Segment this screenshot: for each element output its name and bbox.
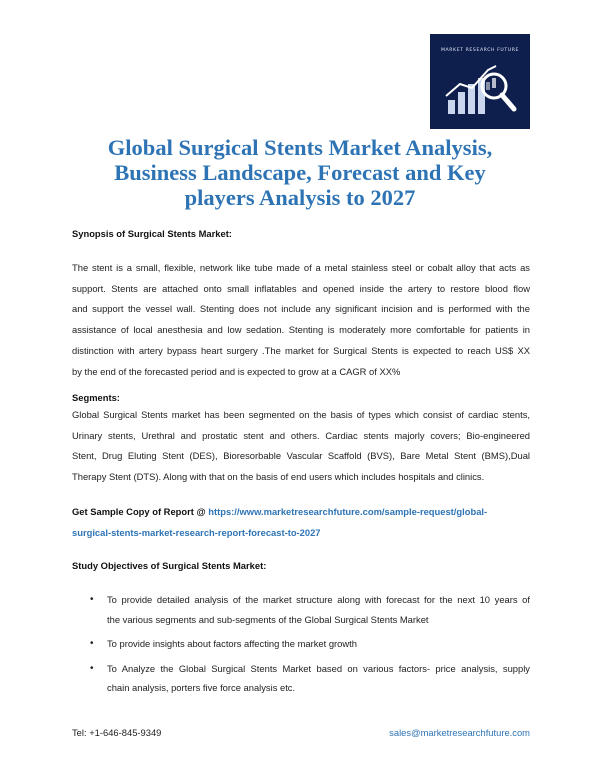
title-line-3: players Analysis to 2027	[184, 185, 416, 210]
sample-link-line-2: surgical-stents-market-research-report-forecast-to-2027	[72, 527, 321, 538]
synopsis-line: and support the vessel wall. Stenting does not include any significant incision and is performed with the	[72, 303, 530, 315]
list-item	[90, 659, 530, 698]
segments-line: Therapy Stent (DTS). Along with that on the basis of end users which includes hospitals and clinics.	[72, 471, 485, 483]
list-item	[90, 634, 530, 654]
sample-copy-line	[72, 501, 530, 543]
company-logo	[430, 34, 530, 129]
list-item	[90, 590, 530, 629]
segments-heading: Segments:	[72, 392, 120, 403]
synopsis-line: distinction with artery bypass heart surgery .The market for Surgical Stents is expected to reach US$ XX	[72, 344, 530, 356]
synopsis-line: by the end of the forecasted period and is expected to grow at a CAGR of XX%	[72, 365, 401, 377]
logo-text: MARKET RESEARCH FUTURE	[440, 48, 520, 53]
segments-paragraph	[72, 405, 530, 488]
objectives-list	[90, 590, 530, 703]
bullet-icon: •	[90, 662, 94, 674]
segments-line: Global Surgical Stents market has been segmented on the basis of types which consist of cardiac stents,	[72, 409, 530, 420]
bullet-icon: •	[90, 594, 94, 605]
objective-line: To provide detailed analysis of the market structure along with forecast for the next 10 years of	[107, 594, 530, 605]
footer-telephone: Tel: +1-646-845-9349	[72, 727, 162, 738]
title-line-2: Business Landscape, Forecast and Key	[114, 160, 486, 185]
synopsis-line: The stent is a small, flexible, network like tube made of a metal stainless steel or cobalt alloy that acts as	[72, 262, 530, 273]
objective-line: the various segments and sub-segments of the Global Surgical Stents Market	[107, 613, 429, 625]
footer-email-link[interactable]: sales@marketresearchfuture.com	[389, 727, 530, 738]
synopsis-line: support. Stents are attached onto small inflatables and opened inside the artery to restore blood flow	[72, 282, 530, 294]
title-line-1: Global Surgical Stents Market Analysis,	[107, 135, 493, 160]
bullet-icon: •	[90, 638, 94, 649]
sample-copy-label: Get Sample Copy of Report @	[72, 506, 206, 517]
objective-line: To Analyze the Global Surgical Stents Market based on various factors- price analysis, supply	[107, 662, 530, 674]
objective-line: To provide insights about factors affecting the market growth	[107, 638, 357, 649]
segments-line: Urinary stents, Urethral and prostatic stent and others. Cardiac stents majorly covers; Bio-engineered	[72, 429, 530, 441]
synopsis-heading: Synopsis of Surgical Stents Market:	[72, 228, 232, 239]
objectives-heading: Study Objectives of Surgical Stents Market:	[72, 560, 267, 571]
document-title	[60, 135, 540, 210]
sample-link-line-1: https://www.marketresearchfuture.com/sample-request/global-	[208, 506, 488, 517]
segments-line: Stent, Drug Eluting Stent (DES), Bioresorbable Vascular Scaffold (BVS), Bare Metal Stent (BMS),Dual	[72, 450, 530, 462]
objective-line: chain analysis, porters five force analysis etc.	[107, 682, 296, 693]
synopsis-line: assistance of local anesthesia and low sedation. Stenting is moderately more comfortable for patients in	[72, 324, 530, 336]
synopsis-paragraph	[72, 258, 530, 382]
